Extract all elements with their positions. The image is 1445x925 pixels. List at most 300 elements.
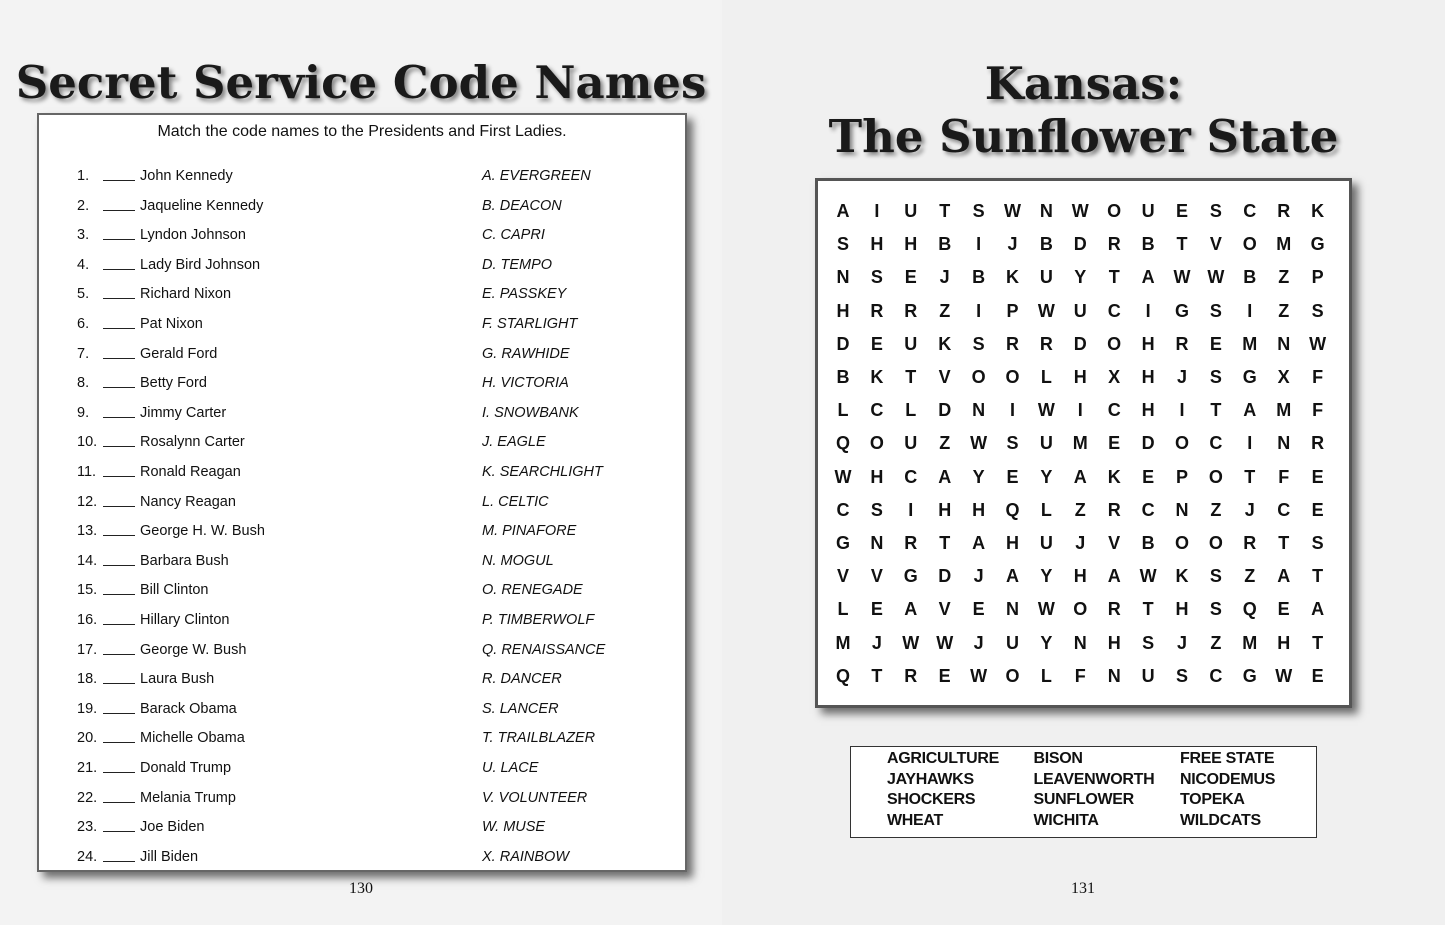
grid-letter: M (1072, 433, 1088, 454)
person-name: Nancy Reagan (140, 493, 236, 510)
grid-letter: C (1277, 499, 1291, 520)
grid-letter: C (836, 499, 850, 520)
answer-blank (103, 269, 135, 270)
list-item (39, 641, 679, 659)
answer-blank (103, 831, 135, 832)
grid-letter: W (970, 433, 988, 454)
item-number: 24. (77, 848, 98, 865)
grid-letter: S (1209, 367, 1222, 387)
grid-letter: S (1175, 665, 1188, 686)
grid-letter: S (870, 267, 883, 288)
grid-letter: C (1107, 400, 1121, 421)
person-name: Joe Biden (140, 819, 205, 836)
grid-letter: X (1277, 367, 1290, 387)
grid-letter: V (1209, 234, 1222, 255)
answer-blank (103, 446, 135, 447)
code-name: J. EAGLE (482, 434, 546, 451)
grid-letter: G (1310, 234, 1325, 255)
grid-letter: A (1006, 566, 1019, 587)
answer-blank (103, 180, 135, 181)
code-name: L. CELTIC (482, 493, 549, 510)
grid-letter: M (1276, 400, 1292, 421)
grid-letter: H (1175, 599, 1189, 620)
grid-letter: P (1311, 267, 1324, 288)
code-name: X. RAINBOW (482, 848, 570, 865)
grid-letter: O (971, 367, 986, 387)
grid-letter: G (1174, 300, 1189, 321)
grid-letter: U (1039, 267, 1053, 288)
grid-letter: N (836, 267, 850, 288)
grid-letter: J (1244, 499, 1255, 520)
list-item (39, 581, 679, 599)
person-name: Lyndon Johnson (140, 227, 246, 244)
grid-letter: E (938, 665, 951, 686)
grid-letter: C (1243, 201, 1257, 221)
item-number: 11. (77, 464, 97, 480)
item-number: 10. (77, 434, 98, 451)
grid-letter: I (1077, 400, 1083, 421)
answer-blank (103, 861, 135, 862)
grid-letter: T (1312, 632, 1324, 653)
word-list-item: AGRICULTURE (887, 750, 999, 767)
answer-blank (103, 535, 135, 536)
grid-letter: G (1242, 665, 1257, 686)
person-name: Lady Bird Johnson (140, 256, 261, 273)
grid-letter: O (1242, 234, 1257, 255)
matching-box (37, 113, 687, 872)
grid-letter: J (973, 632, 984, 653)
grid-letter: W (902, 632, 920, 653)
list-item (39, 759, 679, 777)
code-name: G. RAWHIDE (482, 345, 570, 362)
grid-letter: L (837, 400, 849, 421)
grid-letter: M (835, 632, 851, 653)
grid-letter: B (938, 234, 952, 255)
grid-letter: R (1107, 599, 1121, 620)
person-name: Michelle Obama (140, 730, 245, 747)
grid-letter: N (870, 533, 884, 553)
grid-letter: W (1207, 267, 1225, 288)
grid-letter: A (972, 533, 986, 553)
grid-letter: M (1242, 632, 1258, 653)
grid-letter: L (1040, 665, 1052, 686)
grid-letter: N (1175, 499, 1189, 520)
code-name: V. VOLUNTEER (482, 789, 588, 806)
grid-letter: E (870, 599, 883, 620)
grid-letter: I (908, 499, 914, 520)
code-name: W. MUSE (482, 819, 546, 836)
grid-letter: I (1179, 400, 1185, 421)
grid-letter: F (1312, 367, 1324, 387)
grid-letter: R (904, 533, 918, 553)
grid-letter: A (904, 599, 918, 620)
grid-letter: Z (939, 433, 951, 454)
grid-letter: J (1007, 234, 1018, 255)
list-item (39, 345, 679, 363)
person-name: John Kennedy (140, 168, 233, 184)
grid-letter: Q (1242, 599, 1257, 620)
grid-letter: C (1141, 499, 1155, 520)
grid-letter: Y (972, 466, 985, 487)
grid-letter: A (1243, 400, 1257, 421)
item-number: 16. (77, 612, 98, 628)
grid-letter: A (1311, 599, 1325, 620)
code-name: Q. RENAISSANCE (482, 641, 606, 658)
grid-letter: B (1243, 267, 1257, 288)
answer-blank (103, 624, 135, 625)
item-number: 14. (77, 552, 98, 569)
word-list-item: NICODEMUS (1180, 770, 1276, 788)
grid-letter: M (1242, 333, 1258, 354)
grid-letter: H (1006, 533, 1019, 553)
item-number: 18. (77, 671, 98, 688)
grid-letter: D (938, 400, 952, 421)
code-name: B. DEACON (482, 197, 562, 214)
person-name: Laura Bush (140, 671, 215, 688)
person-name: Jaqueline Kennedy (140, 197, 264, 214)
grid-letter: U (904, 433, 918, 454)
grid-letter: U (1141, 665, 1155, 686)
grid-letter: Z (1278, 267, 1290, 288)
grid-letter: O (1107, 333, 1122, 354)
grid-letter: R (1243, 533, 1257, 553)
item-number: 23. (77, 819, 98, 836)
grid-letter: O (1174, 533, 1189, 553)
grid-letter: Z (1244, 566, 1256, 587)
grid-letter: O (1208, 466, 1223, 487)
code-name: T. TRAILBLAZER (482, 730, 596, 747)
grid-letter: N (1107, 665, 1121, 686)
list-item (39, 463, 679, 481)
grid-letter: E (1311, 466, 1324, 487)
word-list-item: JAYHAWKS (887, 770, 974, 788)
grid-letter: H (1141, 367, 1155, 387)
grid-letter: C (1107, 300, 1121, 321)
grid-letter: H (1073, 367, 1087, 387)
list-item (39, 374, 679, 392)
grid-letter: R (1277, 201, 1291, 221)
answer-blank (103, 417, 135, 418)
grid-letter: A (836, 201, 850, 221)
item-number: 15. (77, 582, 98, 599)
grid-letter: S (1311, 533, 1324, 553)
grid-letter: O (1005, 367, 1020, 387)
list-item (39, 522, 679, 540)
grid-letter: W (1275, 665, 1293, 686)
answer-blank (103, 358, 135, 359)
grid-letter: W (1071, 201, 1089, 221)
list-item (39, 818, 679, 836)
answer-blank (103, 683, 135, 684)
list-item (39, 493, 679, 511)
person-name: Rosalynn Carter (140, 434, 245, 451)
item-number: 20. (77, 730, 98, 747)
answer-blank (103, 742, 135, 743)
page-title: Secret Service Code Names (15, 56, 707, 109)
person-name: Barbara Bush (140, 552, 229, 569)
instructions: Match the code names to the Presidents and First Ladies. (157, 123, 567, 140)
grid-letter: V (870, 566, 883, 587)
list-item (39, 670, 679, 688)
grid-letter: H (1073, 566, 1087, 587)
grid-letter: R (1311, 433, 1325, 454)
grid-letter: T (871, 665, 883, 686)
item-number: 5. (77, 286, 90, 303)
grid-letter: E (1108, 433, 1121, 454)
grid-letter: H (1141, 333, 1155, 354)
item-number: 2. (77, 197, 90, 214)
grid-letter: S (836, 234, 849, 255)
grid-letter: V (938, 599, 951, 620)
grid-letter: W (1037, 300, 1055, 321)
grid-letter: U (1006, 632, 1019, 653)
grid-letter: L (905, 400, 917, 421)
list-item (39, 226, 679, 244)
list-item (39, 404, 679, 422)
grid-letter: G (1242, 367, 1257, 387)
grid-letter: W (1004, 201, 1021, 221)
answer-blank (103, 298, 135, 299)
grid-letter: O (1005, 665, 1020, 686)
grid-letter: C (1209, 433, 1223, 454)
grid-letter: D (1073, 234, 1087, 255)
code-name: M. PINAFORE (482, 523, 577, 540)
grid-letter: I (976, 300, 982, 321)
grid-letter: V (836, 566, 849, 587)
grid-letter: H (1107, 632, 1121, 653)
grid-letter: Q (1005, 499, 1020, 520)
grid-letter: T (905, 367, 917, 387)
grid-letter: K (1107, 466, 1121, 487)
grid-letter: I (1009, 400, 1015, 421)
code-name: F. STARLIGHT (482, 316, 578, 332)
code-name: K. SEARCHLIGHT (482, 464, 603, 480)
list-item (39, 433, 679, 451)
answer-blank (103, 802, 135, 803)
page-number: 131 (1071, 880, 1095, 897)
grid-letter: R (870, 300, 884, 321)
answer-blank (103, 210, 135, 211)
page-title-line2: The Sunflower State (828, 110, 1339, 163)
grid-letter: D (1073, 333, 1087, 354)
person-name: Melania Trump (140, 789, 236, 806)
person-name: Jill Biden (140, 848, 199, 865)
grid-letter: J (973, 566, 984, 587)
grid-letter: A (1107, 566, 1121, 587)
grid-letter: E (1311, 665, 1324, 686)
person-name: George W. Bush (140, 641, 247, 658)
grid-letter: U (1073, 300, 1087, 321)
grid-letter: Z (1210, 632, 1222, 653)
code-name: N. MOGUL (482, 552, 554, 569)
list-item (39, 285, 679, 303)
word-list-item: WICHITA (1033, 812, 1099, 830)
person-name: Gerald Ford (140, 345, 218, 362)
grid-letter: H (870, 234, 884, 255)
grid-letter: E (1209, 333, 1222, 354)
item-number: 9. (77, 404, 90, 421)
grid-letter: Y (1040, 632, 1053, 653)
person-name: George H. W. Bush (140, 523, 265, 540)
list-item (39, 197, 679, 215)
word-search-grid (815, 178, 1352, 708)
list-item (39, 315, 679, 333)
grid-letter: U (904, 201, 918, 221)
item-number: 1. (77, 168, 90, 184)
grid-letter: Q (835, 433, 850, 454)
grid-letter: O (1208, 533, 1223, 553)
grid-letter: Z (1210, 499, 1222, 520)
person-name: Barack Obama (140, 700, 237, 717)
grid-letter: H (1277, 632, 1291, 653)
item-number: 4. (77, 256, 90, 273)
code-name: R. DANCER (482, 671, 562, 688)
item-number: 17. (77, 641, 98, 658)
code-name: E. PASSKEY (482, 286, 567, 303)
grid-letter: W (1309, 333, 1327, 354)
word-list-item: SUNFLOWER (1033, 791, 1134, 809)
grid-letter: R (904, 665, 918, 686)
grid-letter: T (939, 201, 951, 221)
grid-letter: U (1039, 433, 1053, 454)
item-number: 7. (77, 345, 90, 362)
grid-letter: O (1107, 201, 1122, 221)
grid-letter: J (871, 632, 882, 653)
grid-letter: E (1006, 466, 1019, 487)
grid-letter: C (870, 400, 884, 421)
grid-letter: I (874, 201, 880, 221)
grid-letter: U (1039, 533, 1053, 553)
grid-letter: M (1276, 234, 1292, 255)
grid-letter: E (1311, 499, 1324, 520)
grid-letter: R (1039, 333, 1053, 354)
grid-letter: Z (1074, 499, 1086, 520)
grid-letter: J (939, 267, 950, 288)
person-name: Pat Nixon (140, 316, 203, 332)
person-name: Donald Trump (140, 760, 232, 776)
answer-blank (103, 506, 135, 507)
grid-letter: A (938, 466, 952, 487)
grid-letter: K (1311, 201, 1325, 221)
grid-letter: S (1006, 433, 1019, 454)
grid-letter: E (972, 599, 985, 620)
grid-letter: W (970, 665, 988, 686)
word-list-item: BISON (1033, 750, 1083, 767)
grid-letter: N (1006, 599, 1019, 620)
grid-letter: W (1037, 599, 1055, 620)
answer-blank (103, 476, 135, 477)
grid-letter: S (1209, 300, 1222, 321)
grid-letter: W (936, 632, 954, 653)
grid-letter: I (1247, 433, 1253, 454)
grid-letter: L (1040, 367, 1052, 387)
grid-letter: X (1108, 367, 1121, 387)
grid-letter: N (1073, 632, 1087, 653)
code-name: P. TIMBERWOLF (482, 612, 595, 628)
grid-letter: E (904, 267, 917, 288)
item-number: 6. (77, 316, 90, 332)
grid-letter: S (1209, 566, 1222, 587)
grid-letter: V (938, 367, 951, 387)
grid-letter: E (1142, 466, 1155, 487)
code-name: A. EVERGREEN (482, 168, 591, 184)
grid-letter: P (1006, 300, 1019, 321)
grid-letter: W (1139, 566, 1157, 587)
item-number: 8. (77, 375, 90, 392)
person-name: Betty Ford (140, 375, 207, 392)
grid-letter: L (1040, 499, 1052, 520)
grid-letter: A (1277, 566, 1291, 587)
code-name: I. SNOWBANK (482, 404, 579, 421)
person-name: Richard Nixon (140, 286, 232, 303)
grid-letter: B (972, 267, 986, 288)
grid-letter: Z (939, 300, 951, 321)
code-name: U. LACE (482, 760, 539, 776)
grid-letter: T (1210, 400, 1222, 421)
item-number: 13. (77, 523, 98, 540)
grid-letter: T (939, 533, 951, 553)
code-name: O. RENEGADE (482, 582, 583, 599)
grid-letter: C (1209, 665, 1223, 686)
word-list (850, 746, 1317, 838)
code-name: H. VICTORIA (482, 375, 569, 392)
grid-letter: F (1312, 400, 1324, 421)
grid-letter: Q (835, 665, 850, 686)
grid-letter: K (938, 333, 952, 354)
grid-letter: B (1141, 234, 1155, 255)
person-name: Bill Clinton (140, 582, 209, 599)
grid-letter: Y (1040, 466, 1053, 487)
word-list-item: SHOCKERS (887, 791, 976, 809)
item-number: 3. (77, 227, 90, 244)
page-title-line1: Kansas: (984, 57, 1183, 110)
answer-blank (103, 239, 135, 240)
answer-blank (103, 387, 135, 388)
grid-letter: S (1142, 632, 1155, 653)
grid-letter: N (1277, 433, 1291, 454)
answer-blank (103, 328, 135, 329)
list-item (39, 552, 679, 570)
code-name: C. CAPRI (482, 227, 545, 244)
grid-letter: U (904, 333, 918, 354)
grid-letter: J (1176, 367, 1187, 387)
word-list-item: WHEAT (887, 812, 943, 830)
grid-letter: U (1141, 201, 1155, 221)
answer-blank (103, 594, 135, 595)
grid-letter: O (869, 433, 884, 454)
item-number: 22. (77, 789, 98, 806)
grid-letter: B (1141, 533, 1155, 553)
grid-letter: T (1108, 267, 1120, 288)
grid-letter: H (938, 499, 952, 520)
grid-letter: S (1209, 599, 1222, 620)
grid-letter: Z (1278, 300, 1290, 321)
item-number: 19. (77, 700, 98, 717)
grid-letter: K (1175, 566, 1189, 587)
grid-letter: D (1141, 433, 1155, 454)
grid-letter: L (837, 599, 849, 620)
grid-letter: C (904, 466, 918, 487)
answer-blank (103, 565, 135, 566)
person-name: Ronald Reagan (140, 464, 241, 480)
grid-letter: T (1176, 234, 1188, 255)
grid-letter: O (1174, 433, 1189, 454)
list-item (39, 848, 679, 866)
grid-letter: T (1142, 599, 1154, 620)
grid-letter: V (1108, 533, 1121, 553)
grid-letter: E (1175, 201, 1188, 221)
grid-letter: R (1107, 499, 1121, 520)
